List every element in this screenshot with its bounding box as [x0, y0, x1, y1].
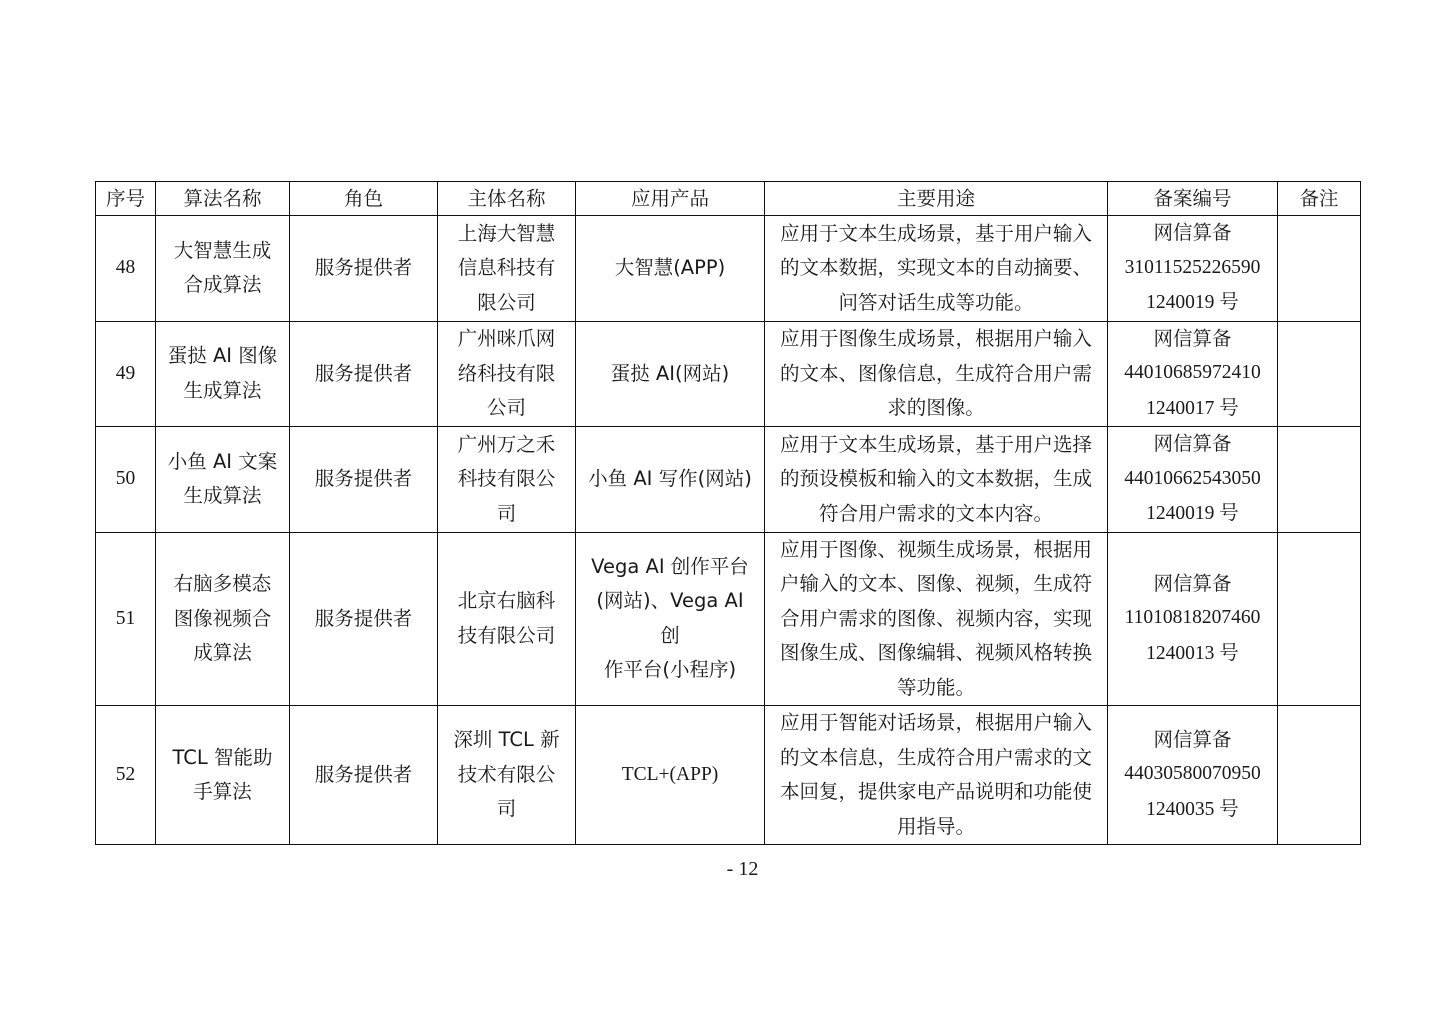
algorithm-name-line: 小鱼 AI 文案 [167, 449, 278, 473]
row-index: 50 [96, 427, 156, 533]
entity-name-line: 信息科技有 [457, 256, 556, 279]
filing-suffix [1116, 636, 1269, 672]
row-index: 49 [96, 321, 156, 427]
algorithm-name-line: 图像视频合 [173, 606, 272, 630]
entity-name-line: 上海大智慧 [457, 221, 556, 245]
purpose-cell [765, 706, 1108, 845]
filing-suffix-num: 1240019 [1146, 503, 1215, 524]
filing-prefix: 网信算备 [1153, 571, 1232, 595]
purpose-cell [765, 321, 1108, 427]
filing-suffix-num: 1240013 [1146, 642, 1215, 664]
product-line: 小鱼 AI 写作(网站) [588, 467, 752, 490]
purpose-line: 用指导。 [896, 814, 975, 838]
filing-suffix-cn: 号 [1219, 290, 1239, 313]
filing-number-cell [1108, 706, 1278, 845]
page-number: - 12 [726, 858, 759, 880]
filing-prefix: 网信算备 [1153, 326, 1232, 350]
table-row [96, 216, 1361, 322]
entity-name-line: 技术有限公 [457, 762, 556, 786]
table-row [96, 706, 1361, 845]
product-cell [576, 321, 765, 427]
product-line: Vega AI 创作平台 [591, 554, 749, 578]
header-purpose: 主要用途 [765, 182, 1108, 216]
entity-name-line: 司 [496, 797, 517, 821]
table-row [96, 532, 1361, 706]
entity-name-line: 北京右脑科 [457, 589, 556, 613]
purpose-cell [765, 216, 1108, 322]
filing-number-cell [1108, 216, 1278, 322]
header-index: 序号 [96, 182, 156, 216]
filing-suffix-cn: 号 [1219, 640, 1239, 664]
purpose-line: 应用于文本生成场景，基于用户输入 [779, 221, 1092, 245]
algorithm-name-line: TCL 智能助 [172, 745, 273, 769]
algorithm-name-line: 生成算法 [183, 378, 262, 402]
entity-name-cell [438, 706, 576, 845]
row-index: 52 [96, 706, 156, 845]
algorithm-name-cell [156, 321, 290, 427]
entity-name-line: 广州万之禾 [457, 432, 556, 456]
algorithm-registry-table [95, 181, 1361, 845]
purpose-line: 求的图像。 [887, 396, 985, 419]
purpose-line: 的文本、图像信息，生成符合用户需 [779, 361, 1092, 385]
header-product: 应用产品 [576, 182, 765, 216]
filing-number-cell [1108, 321, 1278, 427]
product-line: (网站)、Vega AI 创 [596, 589, 744, 647]
entity-name-line: 司 [496, 501, 517, 525]
entity-name-line: 深圳 TCL 新 [453, 728, 560, 752]
entity-name-line: 广州咪爪网 [457, 327, 556, 350]
purpose-line: 应用于图像生成场景，根据用户输入 [779, 327, 1092, 350]
filing-suffix-num: 1240035 [1146, 798, 1215, 820]
filing-prefix: 网信算备 [1153, 727, 1232, 751]
entity-name-cell [438, 532, 576, 706]
table-row [96, 321, 1361, 427]
purpose-line: 合用户需求的图像、视频内容，实现 [779, 606, 1092, 630]
filing-suffix [1116, 496, 1269, 532]
algorithm-name-cell [156, 706, 290, 845]
purpose-line: 符合用户需求的文本内容。 [818, 501, 1053, 525]
remarks-cell [1278, 321, 1361, 427]
filing-prefix: 网信算备 [1153, 432, 1232, 455]
header-algorithm-name: 算法名称 [156, 182, 290, 216]
filing-suffix [1116, 792, 1269, 828]
purpose-line: 的预设模板和输入的文本数据，生成 [779, 467, 1092, 490]
algorithm-name-line: 右脑多模态 [173, 572, 272, 595]
entity-name-line: 公司 [486, 396, 526, 419]
role-cell: 服务提供者 [290, 532, 438, 706]
product-line: 蛋挞 AI(网站) [610, 361, 730, 385]
filing-suffix [1116, 285, 1269, 321]
row-index: 48 [96, 216, 156, 322]
table-row [96, 427, 1361, 533]
filing-code: 11010818207460 [1124, 607, 1261, 628]
entity-name-cell [438, 427, 576, 533]
purpose-line: 问答对话生成等功能。 [838, 290, 1034, 314]
filing-suffix-num: 1240019 [1146, 292, 1215, 313]
filing-number-cell [1108, 427, 1278, 533]
purpose-line: 的文本数据，实现文本的自动摘要、 [779, 256, 1092, 279]
header-remarks: 备注 [1278, 182, 1361, 216]
algorithm-name-cell [156, 216, 290, 322]
algorithm-name-line: 生成算法 [183, 484, 262, 508]
remarks-cell [1278, 706, 1361, 845]
purpose-line: 户输入的文本、图像、视频，生成符 [779, 572, 1092, 595]
product-line: 大智慧(APP) [614, 256, 726, 279]
entity-name-line: 科技有限公 [457, 467, 556, 490]
role-cell: 服务提供者 [290, 706, 438, 845]
product-cell [576, 706, 765, 845]
filing-number-cell [1108, 532, 1278, 706]
filing-suffix [1116, 391, 1269, 427]
algorithm-name-line: 成算法 [193, 641, 252, 664]
entity-name-line: 限公司 [477, 290, 536, 314]
entity-name-cell [438, 216, 576, 322]
purpose-cell [765, 532, 1108, 706]
entity-name-cell [438, 321, 576, 427]
remarks-cell [1278, 427, 1361, 533]
remarks-cell [1278, 532, 1361, 706]
role-cell: 服务提供者 [290, 216, 438, 322]
purpose-cell [765, 427, 1108, 533]
algorithm-name-line: 大智慧生成 [173, 238, 272, 262]
entity-name-line: 络科技有限 [457, 361, 556, 385]
algorithm-name-cell [156, 427, 290, 533]
product-cell [576, 427, 765, 533]
purpose-line: 本回复，提供家电产品说明和功能使 [779, 780, 1092, 803]
purpose-line: 的文本信息，生成符合用户需求的文 [779, 745, 1092, 769]
product-line: 作平台(小程序) [603, 658, 737, 682]
purpose-line: 应用于文本生成场景，基于用户选择 [779, 432, 1092, 456]
filing-code: 44010662543050 [1124, 467, 1261, 489]
product-line: TCL+(APP) [621, 763, 719, 785]
filing-code: 44010685972410 [1124, 362, 1261, 383]
purpose-line: 等功能。 [896, 675, 975, 699]
algorithm-name-line: 蛋挞 AI 图像 [167, 344, 278, 368]
filing-prefix: 网信算备 [1153, 221, 1232, 244]
table-header-row [96, 182, 1361, 216]
filing-suffix-cn: 号 [1219, 501, 1239, 524]
role-cell: 服务提供者 [290, 321, 438, 427]
role-cell: 服务提供者 [290, 427, 438, 533]
row-index: 51 [96, 532, 156, 706]
filing-suffix-cn: 号 [1219, 395, 1239, 419]
purpose-line: 应用于智能对话场景，根据用户输入 [779, 711, 1092, 734]
filing-code: 44030580070950 [1124, 763, 1261, 785]
algorithm-name-line: 合成算法 [183, 273, 262, 297]
purpose-line: 图像生成、图像编辑、视频风格转换 [779, 641, 1092, 664]
header-filing-number: 备案编号 [1108, 182, 1278, 216]
algorithm-name-cell [156, 532, 290, 706]
purpose-line: 应用于图像、视频生成场景，根据用 [779, 537, 1092, 561]
remarks-cell [1278, 216, 1361, 322]
product-cell [576, 216, 765, 322]
algorithm-name-line: 手算法 [193, 780, 252, 803]
filing-code: 31011525226590 [1124, 256, 1261, 278]
header-entity-name: 主体名称 [438, 182, 576, 216]
filing-suffix-num: 1240017 [1146, 397, 1215, 419]
header-role: 角色 [290, 182, 438, 216]
product-cell [576, 532, 765, 706]
entity-name-line: 技有限公司 [457, 623, 556, 647]
filing-suffix-cn: 号 [1219, 796, 1239, 820]
